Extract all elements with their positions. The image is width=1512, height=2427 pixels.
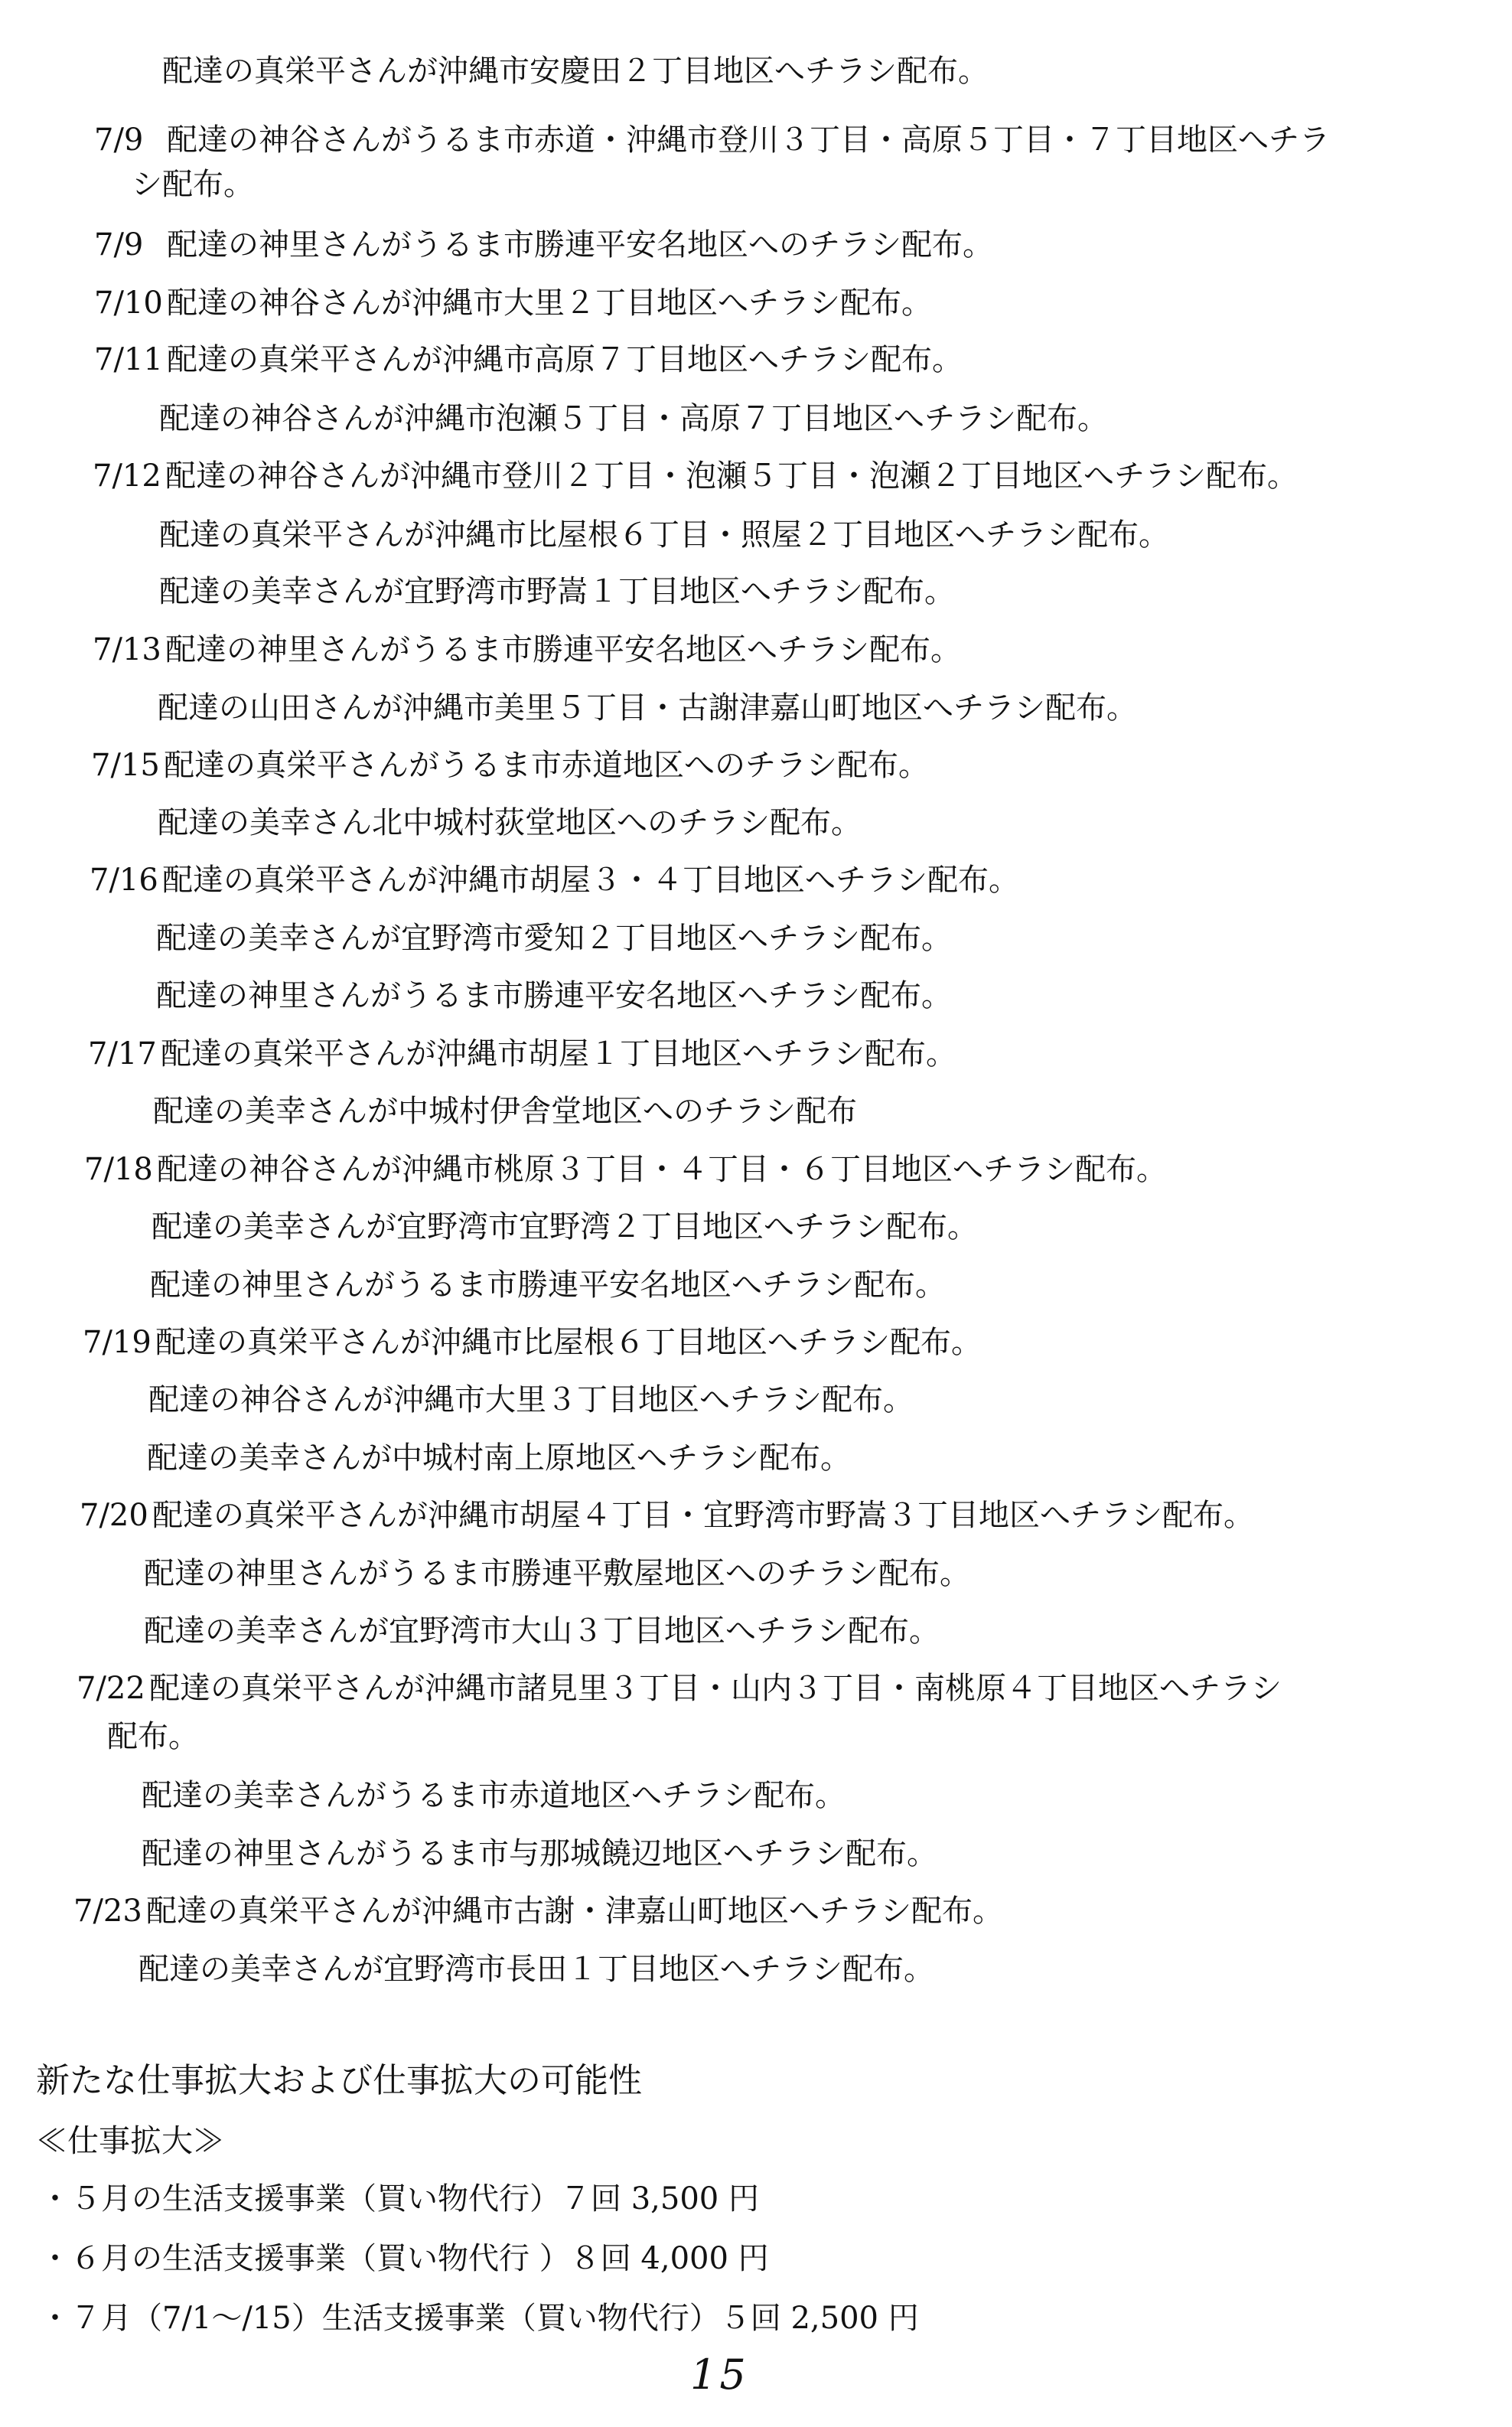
log-text: 配達の真栄平さんが沖縄市安慶田２丁目地区へチラシ配布。 bbox=[162, 54, 989, 89]
log-text: 配達の真栄平さんがうるま市赤道地区へのチラシ配布。 bbox=[164, 748, 929, 783]
log-text: 配達の神里さんがうるま市勝連平安名地区へのチラシ配布。 bbox=[167, 227, 993, 263]
log-date: 7/16 bbox=[90, 863, 158, 898]
log-line-9 bbox=[159, 517, 1169, 553]
log-text: 配達の真栄平さんが沖縄市胡屋４丁目・宜野湾市野嵩３丁目地区へチラシ配布。 bbox=[152, 1498, 1254, 1533]
log-text: 配達の真栄平さんが沖縄市胡屋３・４丁目地区へチラシ配布。 bbox=[162, 863, 1019, 898]
log-text: 配達の美幸さん北中城村荻堂地区へのチラシ配布。 bbox=[158, 805, 862, 840]
log-line-8 bbox=[93, 458, 1298, 494]
log-text: 配達の美幸さんが中城村南上原地区へチラシ配布。 bbox=[147, 1440, 851, 1476]
log-text: 配達の神谷さんが沖縄市泡瀬５丁目・高原７丁目地区へチラシ配布。 bbox=[159, 401, 1108, 436]
log-line-21 bbox=[152, 1209, 978, 1244]
log-text: 配達の美幸さんが宜野湾市愛知２丁目地区へチラシ配布。 bbox=[156, 921, 952, 956]
log-text: 配達の神里さんがうるま市勝連平敷屋地区へのチラシ配布。 bbox=[144, 1556, 970, 1591]
log-date: 7/9 bbox=[94, 122, 144, 158]
log-line-13 bbox=[91, 750, 929, 781]
log-date: 7/11 bbox=[94, 342, 163, 377]
log-text: 配達の真栄平さんが沖縄市高原７丁目地区へチラシ配布。 bbox=[167, 342, 963, 377]
log-date: 7/10 bbox=[94, 285, 163, 321]
log-date: 7/17 bbox=[88, 1036, 157, 1072]
log-text: シ配布。 bbox=[132, 167, 254, 202]
log-text: 配達の真栄平さんが沖縄市胡屋１丁目地区へチラシ配布。 bbox=[161, 1036, 956, 1072]
log-line-22 bbox=[150, 1267, 946, 1303]
log-text: 配達の神谷さんがうるま市赤道・沖縄市登川３丁目・高原５丁目・７丁目地区へチラ bbox=[167, 122, 1330, 158]
log-text: 配達の神里さんがうるま市与那城饒辺地区へチラシ配布。 bbox=[142, 1836, 937, 1871]
log-date: 7/12 bbox=[93, 458, 161, 494]
log-line-24 bbox=[148, 1382, 914, 1417]
section-heading: 新たな仕事拡大および仕事拡大の可能性 bbox=[36, 2061, 642, 2100]
log-line-32 bbox=[142, 1838, 937, 1869]
log-line-19 bbox=[153, 1096, 857, 1127]
log-line-16 bbox=[156, 923, 952, 954]
log-line-29 bbox=[77, 1673, 1282, 1704]
log-line-6 bbox=[94, 344, 963, 375]
expansion-item-june: ・６月の生活支援事業（買い物代行 ）８回 4,000 円 bbox=[40, 2241, 769, 2276]
log-text: 配達の美幸さんがうるま市赤道地区へチラシ配布。 bbox=[142, 1778, 846, 1813]
page-number: 15 bbox=[690, 2350, 749, 2399]
log-date: 7/23 bbox=[73, 1894, 142, 1929]
log-line-20 bbox=[84, 1154, 1167, 1185]
log-line-3 bbox=[132, 169, 254, 200]
log-line-5 bbox=[94, 285, 932, 321]
log-line-11 bbox=[93, 634, 961, 665]
expansion-item-july: ・７月（7/1～/15）生活支援事業（買い物代行）５回 2,500 円 bbox=[40, 2301, 919, 2336]
log-text: 配達の美幸さんが宜野湾市野嵩１丁目地区へチラシ配布。 bbox=[159, 574, 955, 609]
log-text: 配達の神谷さんが沖縄市大里３丁目地区へチラシ配布。 bbox=[148, 1382, 914, 1417]
log-line-10 bbox=[159, 576, 955, 607]
log-line-26 bbox=[80, 1500, 1254, 1531]
log-date: 7/19 bbox=[83, 1325, 152, 1360]
log-date: 7/9 bbox=[94, 227, 144, 263]
log-date: 7/22 bbox=[77, 1671, 145, 1706]
log-text: 配達の神谷さんが沖縄市登川２丁目・泡瀬５丁目・泡瀬２丁目地区へチラシ配布。 bbox=[165, 458, 1298, 494]
log-date: 7/13 bbox=[93, 632, 161, 667]
log-text: 配達の真栄平さんが沖縄市諸見里３丁目・山内３丁目・南桃原４丁目地区へチラシ bbox=[149, 1671, 1282, 1706]
log-line-23 bbox=[83, 1327, 982, 1358]
log-line-2 bbox=[94, 122, 1330, 158]
log-line-28 bbox=[144, 1613, 940, 1649]
log-text: 配達の真栄平さんが沖縄市比屋根６丁目・照屋２丁目地区へチラシ配布。 bbox=[159, 517, 1169, 553]
log-text: 配達の美幸さんが中城村伊舎堂地区へのチラシ配布 bbox=[153, 1094, 857, 1129]
log-text: 配達の山田さんが沖縄市美里５丁目・古謝津嘉山町地区へチラシ配布。 bbox=[158, 690, 1137, 726]
log-line-7 bbox=[159, 403, 1108, 434]
log-line-15 bbox=[90, 863, 1019, 898]
log-line-34 bbox=[138, 1954, 934, 1985]
log-text: 配達の神里さんがうるま市勝連平安名地区へチラシ配布。 bbox=[150, 1267, 946, 1303]
log-line-17 bbox=[156, 980, 952, 1011]
log-text: 配達の神谷さんが沖縄市大里２丁目地区へチラシ配布。 bbox=[167, 285, 932, 321]
log-line-33 bbox=[73, 1894, 1003, 1929]
log-text: 配達の美幸さんが宜野湾市大山３丁目地区へチラシ配布。 bbox=[144, 1613, 940, 1649]
expansion-item-may: ・５月の生活支援事業（買い物代行）７回 3,500 円 bbox=[40, 2181, 759, 2217]
log-line-1 bbox=[162, 54, 989, 89]
log-date: 7/18 bbox=[84, 1152, 153, 1187]
log-text: 配達の神里さんがうるま市勝連平安名地区へチラシ配布。 bbox=[156, 978, 952, 1013]
log-text: 配達の神谷さんが沖縄市桃原３丁目・４丁目・６丁目地区へチラシ配布。 bbox=[157, 1152, 1167, 1187]
log-line-18 bbox=[88, 1036, 956, 1072]
log-line-31 bbox=[142, 1780, 846, 1811]
log-text: 配達の真栄平さんが沖縄市比屋根６丁目地区へチラシ配布。 bbox=[155, 1325, 982, 1360]
log-text: 配達の美幸さんが宜野湾市宜野湾２丁目地区へチラシ配布。 bbox=[152, 1209, 978, 1244]
log-date: 7/15 bbox=[91, 748, 160, 783]
log-line-27 bbox=[144, 1558, 970, 1589]
log-line-25 bbox=[147, 1440, 851, 1476]
section-subheading: ≪仕事拡大≫ bbox=[36, 2122, 224, 2159]
log-line-12 bbox=[158, 690, 1137, 726]
log-date: 7/20 bbox=[80, 1498, 148, 1533]
log-text: 配布。 bbox=[107, 1719, 199, 1754]
log-line-30 bbox=[107, 1721, 199, 1752]
log-text: 配達の真栄平さんが沖縄市古謝・津嘉山町地区へチラシ配布。 bbox=[146, 1894, 1003, 1929]
log-line-4 bbox=[94, 227, 993, 263]
log-text: 配達の美幸さんが宜野湾市長田１丁目地区へチラシ配布。 bbox=[138, 1952, 934, 1987]
log-text: 配達の神里さんがうるま市勝連平安名地区へチラシ配布。 bbox=[165, 632, 961, 667]
log-line-14 bbox=[158, 807, 862, 838]
